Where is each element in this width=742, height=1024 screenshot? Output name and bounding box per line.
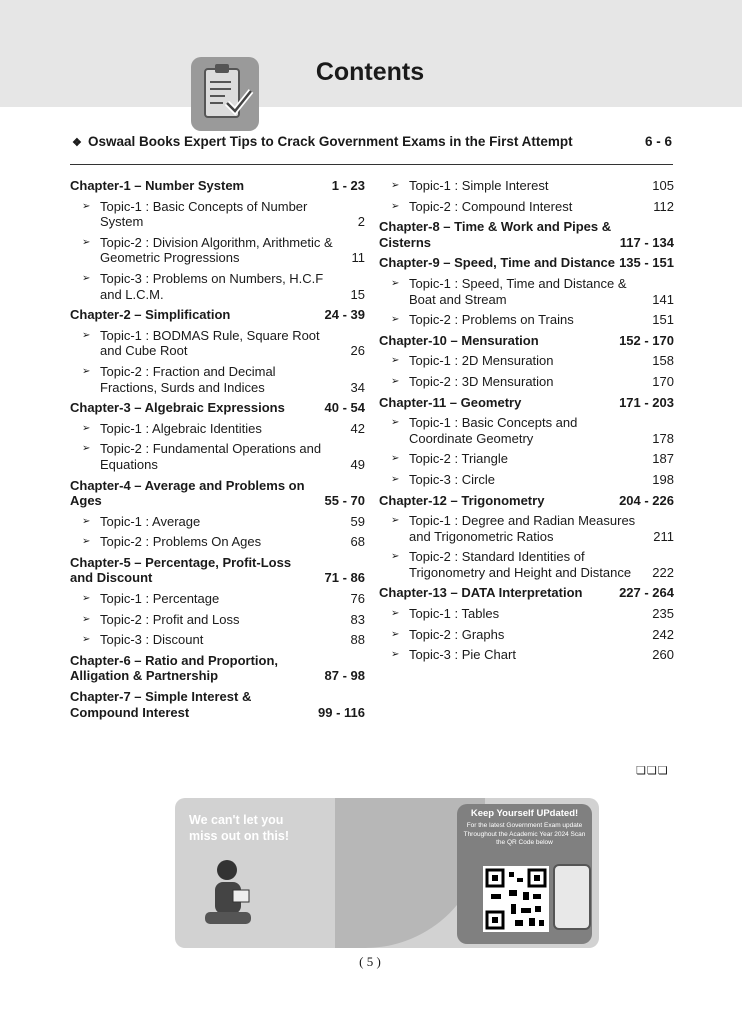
topic-title: Topic-2 : Graphs — [409, 626, 505, 642]
arrow-bullet-icon: ➢ — [82, 443, 91, 455]
topic-title: Topic-1 : Simple Interest — [409, 178, 549, 193]
topic-entry[interactable] — [70, 199, 365, 230]
chapter-pages: 87 - 98 — [324, 668, 365, 684]
topic-page: 151 — [652, 312, 674, 328]
topic-page: 15 — [350, 286, 365, 302]
topic-page: 68 — [350, 534, 365, 550]
topic-title: Topic-1 : Basic Concepts of Number System — [100, 198, 308, 230]
chapter-pages: 117 - 134 — [619, 234, 674, 250]
topic-entry[interactable] — [379, 513, 674, 544]
topic-page: 42 — [350, 420, 365, 436]
chapter-entry[interactable] — [379, 333, 674, 349]
topic-title: Topic-1 : BODMAS Rule, Square Root and Cube Root — [100, 327, 320, 359]
arrow-bullet-icon: ➢ — [82, 329, 91, 341]
chapter-title: Chapter-8 – Time & Work and Pipes & Cisterns — [379, 219, 612, 250]
topic-title: Topic-1 : Algebraic Identities — [100, 420, 262, 436]
topic-page: 211 — [653, 528, 674, 544]
topic-entry[interactable] — [70, 514, 365, 530]
chapter-pages: 24 - 39 — [324, 307, 365, 323]
chapter-entry[interactable] — [379, 255, 674, 271]
chapter-entry[interactable] — [379, 219, 674, 250]
topic-title: Topic-1 : Average — [100, 513, 201, 529]
chapter-pages: 135 - 151 — [619, 255, 674, 271]
arrow-bullet-icon: ➢ — [391, 453, 400, 465]
topic-page: 112 — [653, 198, 674, 214]
arrow-bullet-icon: ➢ — [391, 180, 400, 191]
qr-title: Keep Yourself UPdated! — [470, 808, 579, 819]
topic-entry[interactable] — [379, 451, 674, 467]
topic-page: 2 — [357, 214, 365, 230]
chapter-pages: 40 - 54 — [324, 400, 365, 416]
topic-page: 105 — [652, 178, 674, 193]
arrow-bullet-icon: ➢ — [391, 608, 400, 620]
topic-title: Topic-1 : 2D Mensuration — [409, 353, 554, 369]
topic-title: Topic-1 : Speed, Time and Distance & Boat and Stream — [409, 275, 627, 307]
topic-page: 26 — [350, 343, 365, 359]
chapter-pages: 204 - 226 — [619, 492, 674, 508]
topic-title: Topic-2 : Compound Interest — [409, 198, 573, 214]
chapter-entry[interactable] — [70, 555, 365, 586]
topic-title: Topic-2 : Division Algorithm, Arithmetic & Geometric Progressions — [100, 234, 333, 266]
topic-entry[interactable] — [379, 374, 674, 390]
topic-entry[interactable] — [379, 647, 674, 663]
topic-entry[interactable] — [379, 178, 674, 194]
chapter-title: Chapter-10 – Mensuration — [379, 332, 539, 348]
tips-text: Oswaal Books Expert Tips to Crack Government Exams in the First Attempt — [88, 134, 573, 149]
chapter-title: Chapter-11 – Geometry — [379, 394, 522, 410]
arrow-bullet-icon: ➢ — [82, 515, 91, 527]
qr-text: For the latest Government Exam update Throughout the Academic Year 2024 Scan the QR Code below — [463, 822, 586, 846]
chapter-title: Chapter-3 – Algebraic Expressions — [70, 400, 285, 416]
arrow-bullet-icon: ➢ — [391, 417, 400, 429]
student-reading-illustration — [197, 856, 257, 944]
chapter-entry[interactable] — [70, 689, 365, 720]
topic-page: 170 — [652, 373, 674, 389]
topic-page: 222 — [652, 564, 674, 580]
topic-title: Topic-3 : Circle — [409, 471, 495, 487]
topic-entry[interactable] — [379, 276, 674, 307]
chapter-title: Chapter-5 – Percentage, Profit-Loss and Discount — [70, 554, 292, 586]
chapter-pages: 171 - 203 — [619, 394, 674, 410]
topic-page: 83 — [350, 611, 365, 627]
topic-entry[interactable] — [379, 199, 674, 215]
topic-page: 198 — [652, 471, 674, 487]
topic-entry[interactable] — [70, 632, 365, 648]
topic-page: 34 — [350, 379, 365, 395]
topic-entry[interactable] — [379, 415, 674, 446]
topic-entry[interactable] — [70, 421, 365, 437]
chapter-pages: 71 - 86 — [324, 570, 365, 586]
topic-title: Topic-2 : Problems on Trains — [409, 312, 574, 328]
chapter-entry[interactable] — [379, 493, 674, 509]
topic-page: 235 — [652, 606, 674, 622]
topic-title: Topic-1 : Tables — [409, 606, 500, 622]
arrow-bullet-icon: ➢ — [391, 628, 400, 640]
tips-entry[interactable] — [72, 134, 672, 149]
arrow-bullet-icon: ➢ — [82, 236, 91, 248]
divider — [70, 164, 673, 165]
chapter-title: Chapter-2 – Simplification — [70, 307, 231, 323]
topic-page: 178 — [652, 430, 674, 446]
topic-entry[interactable] — [379, 627, 674, 643]
topic-entry[interactable] — [70, 364, 365, 395]
chapter-entry[interactable] — [70, 478, 365, 509]
arrow-bullet-icon: ➢ — [82, 422, 91, 434]
chapter-pages: 99 - 116 — [318, 704, 365, 720]
chapter-title: Chapter-9 – Speed, Time and Distance — [379, 255, 615, 271]
topic-title: Topic-2 : Fundamental Operations and Equations — [100, 441, 322, 472]
toc-left-column — [70, 178, 365, 725]
topic-title: Topic-2 : Problems On Ages — [100, 534, 262, 550]
topic-page: 76 — [350, 591, 365, 607]
topic-page: 242 — [652, 626, 674, 642]
qr-code-icon[interactable] — [483, 866, 549, 932]
chapter-title: Chapter-4 – Average and Problems on Ages — [70, 477, 305, 509]
qr-card — [457, 804, 592, 944]
topic-entry[interactable] — [379, 549, 674, 580]
chapter-entry[interactable] — [70, 653, 365, 684]
topic-title: Topic-2 : Triangle — [409, 451, 508, 467]
arrow-bullet-icon: ➢ — [391, 515, 400, 527]
topic-page: 11 — [351, 250, 365, 266]
arrow-bullet-icon: ➢ — [391, 473, 400, 485]
header-band — [0, 0, 742, 107]
topic-entry[interactable] — [379, 472, 674, 488]
chapter-title: Chapter-12 – Trigonometry — [379, 492, 545, 508]
chapter-title: Chapter-13 – DATA Interpretation — [379, 585, 583, 601]
tips-pages: 6 - 6 — [644, 134, 672, 149]
chapter-pages: 227 - 264 — [619, 585, 674, 601]
promo-banner[interactable] — [175, 798, 599, 948]
topic-entry[interactable] — [379, 353, 674, 369]
topic-title: Topic-2 : Profit and Loss — [100, 611, 240, 627]
topic-page: 141 — [652, 291, 674, 307]
topic-title: Topic-2 : Fraction and Decimal Fractions, Surds and Indices — [100, 363, 276, 395]
topic-entry[interactable] — [70, 612, 365, 628]
topic-title: Topic-3 : Problems on Numbers, H.C.F and L.C.M. — [100, 270, 324, 302]
topic-title: Topic-2 : 3D Mensuration — [409, 373, 554, 389]
chapter-pages: 152 - 170 — [619, 332, 674, 348]
chapter-pages: 55 - 70 — [324, 493, 365, 509]
arrow-bullet-icon: ➢ — [391, 277, 400, 289]
chapter-entry[interactable] — [70, 307, 365, 323]
topic-title: Topic-1 : Percentage — [100, 591, 220, 607]
arrow-bullet-icon: ➢ — [391, 551, 400, 563]
arrow-bullet-icon: ➢ — [391, 355, 400, 367]
phone-illustration — [553, 864, 591, 930]
page-title: Contents — [315, 58, 425, 86]
topic-page: 59 — [350, 513, 365, 529]
topic-entry[interactable] — [379, 312, 674, 328]
chapter-title: Chapter-6 – Ratio and Proportion, Alligation & Partnership — [70, 652, 279, 684]
chapter-entry[interactable] — [379, 585, 674, 601]
arrow-bullet-icon: ➢ — [82, 365, 91, 377]
topic-page: 49 — [350, 456, 365, 472]
topic-page: 88 — [350, 632, 365, 648]
arrow-bullet-icon: ➢ — [82, 634, 91, 646]
topic-entry[interactable] — [379, 606, 674, 622]
topic-entry[interactable] — [70, 534, 365, 550]
arrow-bullet-icon: ➢ — [82, 272, 91, 284]
chapter-title: Chapter-7 – Simple Interest & Compound Interest — [70, 689, 252, 720]
topic-title: Topic-2 : Standard Identities of Trigonometry and Height and Distance — [409, 549, 632, 580]
topic-page: 260 — [652, 647, 674, 663]
chapter-entry[interactable] — [379, 395, 674, 411]
arrow-bullet-icon: ➢ — [82, 613, 91, 625]
page-number: ( 5 ) — [359, 954, 381, 969]
topic-title: Topic-3 : Discount — [100, 632, 204, 648]
topic-entry[interactable] — [70, 271, 365, 302]
chapter-entry[interactable] — [70, 400, 365, 416]
end-mark: ❏❏❏ — [636, 765, 669, 777]
topic-entry[interactable] — [70, 328, 365, 359]
topic-title: Topic-3 : Pie Chart — [409, 647, 516, 663]
chapter-title: Chapter-1 – Number System — [70, 178, 245, 193]
topic-entry[interactable] — [70, 235, 365, 266]
banner-headline: We can't let you miss out on this! — [189, 813, 289, 843]
arrow-bullet-icon: ➢ — [391, 314, 400, 326]
topic-page: 158 — [652, 353, 674, 369]
topic-page: 187 — [652, 451, 674, 467]
clipboard-checklist-icon — [191, 57, 259, 131]
chapter-entry[interactable] — [70, 178, 365, 194]
diamond-bullet-icon: ❖ — [72, 137, 82, 149]
topic-entry[interactable] — [70, 591, 365, 607]
chapter-pages: 1 - 23 — [331, 178, 365, 193]
topic-title: Topic-1 : Degree and Radian Measures and Trigonometric Ratios — [409, 513, 636, 544]
arrow-bullet-icon: ➢ — [391, 200, 400, 212]
toc-right-column — [379, 178, 674, 668]
arrow-bullet-icon: ➢ — [391, 649, 400, 661]
arrow-bullet-icon: ➢ — [82, 200, 91, 212]
arrow-bullet-icon: ➢ — [391, 375, 400, 387]
arrow-bullet-icon: ➢ — [82, 593, 91, 605]
arrow-bullet-icon: ➢ — [82, 536, 91, 548]
topic-title: Topic-1 : Basic Concepts and Coordinate Geometry — [409, 415, 578, 446]
topic-entry[interactable] — [70, 441, 365, 472]
